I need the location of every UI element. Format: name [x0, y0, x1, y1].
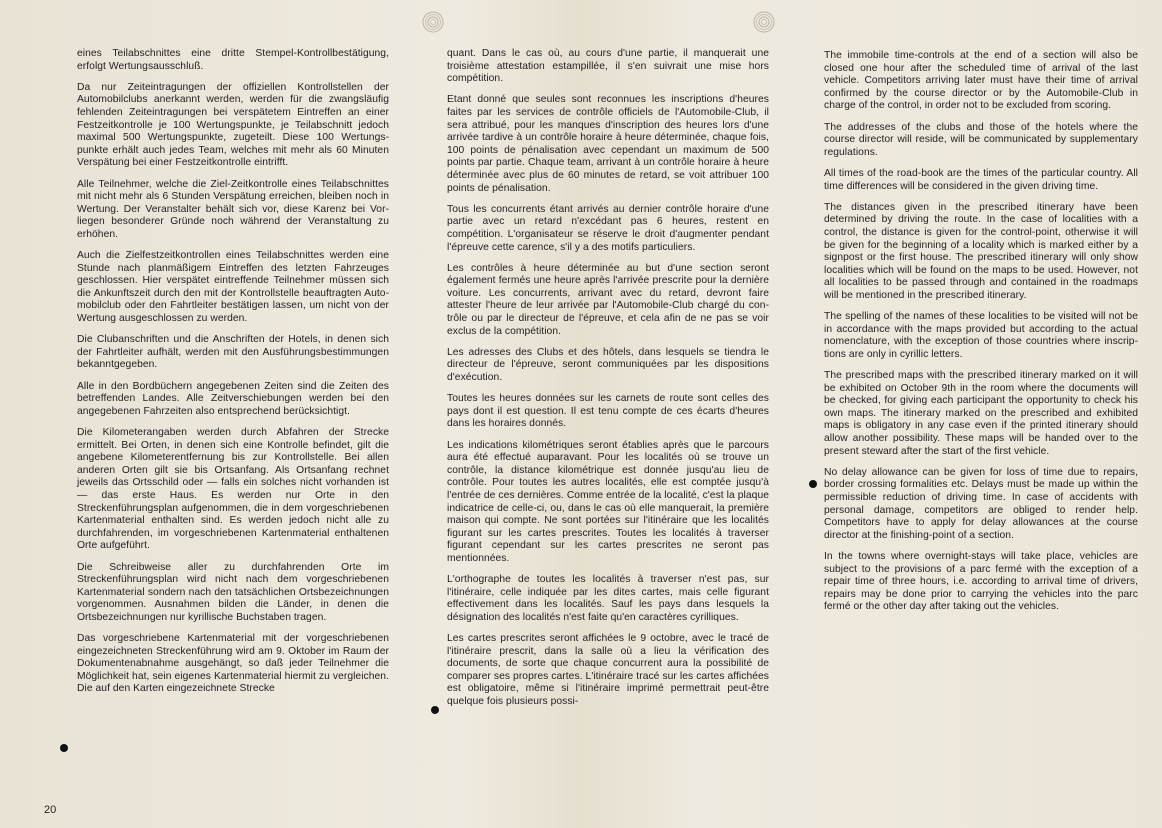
bullet-marker-icon: [60, 744, 68, 752]
french-paragraph: Toutes les heures données sur les carnets de route sont celles des pays dont il est question. Il est tenu compte de ces écarts d'heures dans les horaires donnés.: [447, 393, 769, 430]
french-paragraph: Etant donné que seules sont reconnues les inscriptions d'heures faites par les services de contrôle officiels de l'Automobile-Club, il sera attribué, pour les manques d'inscription des heures lors d'une arrivée tardive à un contrôle horaire à heure déterminée, chaque fois, 100 points de pénalisation avec cependant un maximum de 500 points par partie. Chaque team, arrivant à un contrôle horaire à heure déterminée avec plus de 60 minutes de retard, se voit attribuer 100 points de pénalisation.: [447, 94, 769, 194]
english-paragraph: The distances given in the prescribed itinerary have been determined by driving the route. In the case of localities with a control, the distance is given for the control-point, otherwise it will be given for the beginning of a locality which is marked either by a signpost or the first house. The prescribed itinerary will only show localities which will be found on the maps to be used. However, not all localities to be passed through and contained in the roadmaps will be mentioned in the prescribed itinerary.: [824, 201, 1138, 301]
german-paragraph: Auch die Zielfestzeitkontrollen eines Teilabschnittes werden eine Stunde nach planmäßigem Eintreffen des letzten Fahrzeuges geschlossen. Hier verspätet eintreffende Teilnehmer müssen sich die Ankunftszeit durch den mit der Kontrollstelle beauftragten Automobilclub oder den Fahrtleiter bestätigen lassen, um nicht von der Wertung ausgeschlossen zu werden.: [77, 250, 389, 325]
german-column: [77, 48, 389, 705]
english-paragraph: The immobile time-controls at the end of a section will also be closed one hour after the scheduled time of arrival of the last vehicle. Competitors arriving later must have their time of arrival confirmed by the course director or by the Automobile-Club in charge of the control, in order not to be excluded from scoring.: [824, 50, 1138, 112]
page-number: 20: [44, 804, 57, 816]
german-paragraph: Das vorgeschriebene Kartenmaterial mit der vorgeschriebenen eingezeichneten Streckenführung wird am 9. Oktober im Raum der Dokumentenabnahme ausgehängt, so daß jeder Teilnehmer die Möglichkeit hat, sein eigenes Kartenmaterial hiermit zu vergleichen. Die auf den Karten eingezeichnete Strecke: [77, 633, 389, 695]
german-paragraph: eines Teilabschnittes eine dritte Stempel-Kontrollbestätigung, erfolgt Wertungsausschluß.: [77, 48, 389, 72]
binding-ring-icon: [421, 10, 445, 34]
french-paragraph: Les contrôles à heure déterminée au but d'une section seront également fermés une heure après l'arrivée prescrite pour la dernière voiture. Les concurrents, arrivant avec du retard, devront faire attester l'heure de leur arrivée par l'Automobile-Club chargé du contrôle ou par le directeur de l'épreuve, et cela afin de ne pas se voir exclus de la compétition.: [447, 262, 769, 337]
french-paragraph: Les indications kilométriques seront établies après que le parcours aura été effectué auparavant. Pour les localités où se trouve un contrôle, la distance kilométrique est donnée jusqu'au lieu de contrôle. Pour toutes les autres localités, elle est comptée jusqu'à l'entrée de ces dernières. Comme entrée de la localité, c'est la plaque indicatrice de celle-ci, ou, dans le cas où elle manquerait, la première maison qui compte. Ne sont portées sur l'itinéraire que les localités figurant sur les cartes prescrites. Toutes les localités à traverser figurant cependant sur les cartes prescrites ne seront pas mentionnées.: [447, 439, 769, 564]
french-column: [447, 48, 769, 717]
german-paragraph: Die Clubanschriften und die Anschriften der Hotels, in denen sich der Fahrtleiter aufhält, werden mit den Ausführungsbestimmungen bekanntgegeben.: [77, 334, 389, 371]
binding-ring-icon: [752, 10, 776, 34]
german-paragraph: Die Schreibweise aller zu durchfahrenden Orte im Streckenführungsplan wird nicht nach dem vorgeschriebenen Kartenmaterial sondern nach den tatsächlichen Ortsbezeichnungen vorgenommen. Ausnahmen bilden die Länder, in denen die Ortsbezeichnungen nur kyrillische Buchstaben tragen.: [77, 561, 389, 623]
german-paragraph: Die Kilometerangaben werden durch Abfahren der Strecke ermittelt. Bei Orten, in denen sich eine Kontrolle befindet, gilt die angebene Kilometerentfernung bis zur Kontrollstelle. Bei allen anderen Orten gilt sie bis Ortsanfang. Als Ortsanfang rechnet jeweils das Ortsschild oder — falls ein solches nicht vorhanden ist — das erste Haus. Es werden nur Orte in den Streckenführungsplan aufgenommen, die in dem vorgeschriebenen Kartenmaterial enthalten sind. Es werden jedoch nicht alle zu durchfahrenden, im vorgeschriebenen Kartenmaterial enthaltenen Orte aufgeführt.: [77, 427, 389, 552]
french-paragraph: quant. Dans le cas où, au cours d'une partie, il manquerait une troisième attestation estampillée, il s'en suivrait une mise hors compétition.: [447, 48, 769, 85]
german-paragraph: Alle Teilnehmer, welche die Ziel-Zeitkontrolle eines Teilabschnittes mit nicht mehr als 6 Stunden Verspätung erreichen, bleiben noch in Wertung. Der Veranstalter behält sich vor, diese Karenz bei Vorliegen besonderer Gründe noch während der Veranstaltung zu erhöhen.: [77, 178, 389, 240]
french-paragraph: Tous les concurrents étant arrivés au dernier contrôle horaire d'une partie avec un retard n'excédant pas 6 heures, restent en compétition. L'organisateur se réserve le droit d'augmenter pendant l'épreuve cette carence, s'il y a des motifs particuliers.: [447, 203, 769, 253]
german-paragraph: Alle in den Bordbüchern angegebenen Zeiten sind die Zeiten des betreffenden Landes. Alle Zeitverschiebungen werden bei den angegebenen Fahrzeiten also entsprechend berücksichtigt.: [77, 380, 389, 417]
french-paragraph: Les cartes prescrites seront affichées le 9 octobre, avec le tracé de l'itinéraire prescrit, dans la salle où a lieu la vérification des documents, de sorte que chaque concurrent aura la possibilité de comparer ses propres cartes. L'itinéraire tracé sur les cartes affichées est obligatoire, même si l'itinéraire imprimé permettrait peut-être quelque fois plusieurs possi-: [447, 633, 769, 708]
english-paragraph: The spelling of the names of these localities to be visited will not be in accordance with the maps provided but according to the actual nomenclature, with the exception of those countries where inscriptions are only in cyrillic letters.: [824, 311, 1138, 360]
french-paragraph: L'orthographe de toutes les localités à traverser n'est pas, sur l'itinéraire, celle indiquée par les dites cartes, mais celle figurant effectivement dans les localités. Sauf les pays dans lesquels la désignation des localités n'est faite qu'en caractères cyrilliques.: [447, 574, 769, 623]
english-paragraph: The prescribed maps with the prescribed itinerary marked on it will be exhibited on October 9th in the room where the documents will be checked, for giving each participant the opportunity to check his own maps. The itinerary marked on the prescribed and exhibited maps is obligatory in any case even if the printed itinerary should allow another possibility. These maps will be handed over to the present steward after the start of the first vehicle.: [824, 370, 1138, 457]
english-paragraph: In the towns where overnight-stays will take place, vehicles are subject to the provisions of a parc fermé with the exception of a repair time of three hours, i.e. according to arrival time of drivers, repairs may be done prior to carrying the vehicles into the parc fermé or the other day after taking out the vehicles.: [824, 550, 1138, 613]
english-column: [824, 50, 1138, 623]
english-paragraph: No delay allowance can be given for loss of time due to repairs, border crossing formalities etc. Delays must be made up within the permissible reduction of driving time. In case of accidents with personal damage, competitors are obliged to render help. Competitors have to apply for delay allowances at the course director at the finishing-point of a section.: [824, 466, 1138, 541]
bullet-marker-icon: [809, 480, 817, 488]
german-paragraph: Da nur Zeiteintragungen der offiziellen Kontrollstellen der Automobilclubs anerkannt werden, werden für die zwangsläufig fehlenden Zeiteintragungen bei verspätetem Eintreffen an einer Festzeitkontrolle je 100 Wertungspunkte, je Teilabschnitt jedoch maximal 500 Wertungspunkte, zugeteilt. Diese 100 Wertungspunkte erhält auch jedes Team, welches mit mehr als 60 Minuten Verspätung bei einer Festzeitkontrolle eintrifft.: [77, 81, 389, 169]
english-paragraph: The addresses of the clubs and those of the hotels where the course director will reside, will be communicated by supplementary regulations.: [824, 121, 1138, 158]
bullet-marker-icon: [431, 706, 439, 714]
french-paragraph: Les adresses des Clubs et des hôtels, dans lesquels se tiendra le directeur de l'épreuve, seront communiquées par les dispositions d'exécution.: [447, 346, 769, 384]
english-paragraph: All times of the road-book are the times of the particular country. All time differences will be considered in the given driving time.: [824, 167, 1138, 192]
